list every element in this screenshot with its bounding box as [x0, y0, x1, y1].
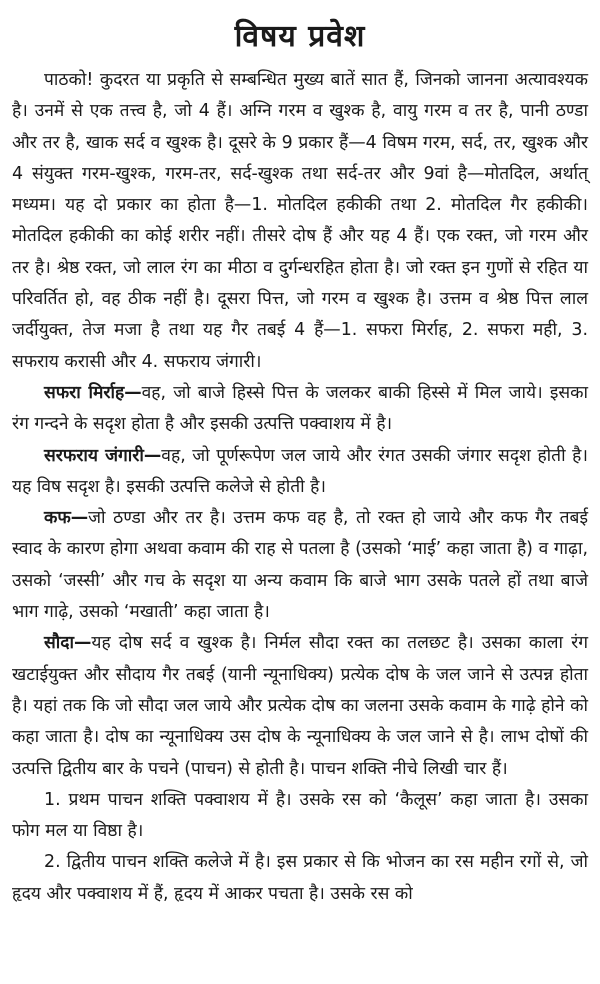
paragraph-text: जो ठण्डा और तर है। उत्तम कफ वह है, तो रक्त हो जाये और कफ गैर तबई स्वाद के कारण होगा अथवा कवाम की राह से पतला है (उसको ‘माई’ कहा जाता है) व गाढ़ा, उसको ‘जस्सी’ और गच के सदृश या अन्य कवाम कि बाजे भाग उसके पतले हों तथा बाजे भाग गाढ़े, उसको ‘मखाती’ कहा जाता है।	[12, 508, 588, 623]
paragraph-sarfaray-jangari	[12, 441, 588, 504]
term-safra-mirrah: सफरा मिर्राह—	[44, 382, 142, 403]
paragraph-second-digestion: 2. द्वितीय पाचन शक्ति कलेजे में है। इस प्रकार से कि भोजन का रस महीन रगों से, जो हृदय और पक्वाशय में हैं, हृदय में आकर पचता है। उसके रस को	[12, 852, 588, 904]
paragraph-intro: पाठको! कुदरत या प्रकृति से सम्बन्धित मुख्य बातें सात हैं, जिनको जानना अत्यावश्यक है। उनमें से एक तत्त्व है, जो 4 हैं। अग्नि गरम व खुश्क है, वायु गरम व तर है, पानी ठण्डा और तर है, खाक सर्द व खुश्क है। दूसरे के 9 प्रकार हैं—4 विषम गरम, सर्द, तर, खुश्क और 4 संयुक्त गरम-खुश्क, गरम-तर, सर्द-खुश्क तथा सर्द-तर और 9वां है—मोतदिल, अर्थात् मध्यम। यह दो प्रकार का होता है—1. मोतदिल हकीकी तथा 2. मोतदिल गैर हकीकी। मोतदिल हकीकी का कोई शरीर नहीं। तीसरे दोष हैं और यह 4 हैं। एक रक्त, जो गरम और तर है। श्रेष्ठ रक्त, जो लाल रंग का मीठा व दुर्गन्धरहित होता है। जो रक्त इन गुणों से रहित या परिवर्तित हो, वह ठीक नहीं है। दूसरा पित्त, जो गरम व खुश्क है। उत्तम व श्रेष्ठ पित्त लाल जर्दीयुक्त, तेज मजा है तथा यह गैर तबई 4 हैं—1. सफरा मिर्राह, 2. सफरा मही, 3. सफराय करासी और 4. सफराय जंगारी।	[12, 70, 588, 372]
paragraph-first-digestion: 1. प्रथम पाचन शक्ति पक्वाशय में है। उसके रस को ‘कैलूस’ कहा जाता है। उसका फोग मल या विष्ठा है।	[12, 789, 588, 842]
term-sarfaray-jangari: सरफराय जंगारी—	[44, 445, 162, 466]
paragraph-text: वह, जो बाजे हिस्से पित्त के जलकर बाकी हिस्से में मिल जाये। इसका रंग गन्दने के सदृश होता है और इसकी उत्पत्ति पक्वाशय में है।	[12, 382, 588, 435]
term-sauda: सौदा—	[44, 633, 92, 654]
paragraph-text: यह दोष सर्द व खुश्क है। निर्मल सौदा रक्त का तलछट है। उसका काला रंग खटाईयुक्त और सौदाय गैर तबई (यानी न्यूनाधिक्य) प्रत्येक दोष के जल जाने से उत्पन्न होता है। यहां तक कि जो सौदा जल जाये और प्रत्येक दोष का जलना उसके कवाम के गाढ़े होने को कहा जाता है। दोष का न्यूनाधिक्य उस दोष के न्यूनाधिक्य के जल जाने से है। लाभ दोषों की उत्पत्ति द्वितीय बार के पचने (पाचन) से होती है। पाचन शक्ति नीचे लिखी चार हैं।	[12, 633, 588, 779]
page-title: विषय प्रवेश	[234, 19, 366, 54]
paragraph-sauda	[12, 628, 588, 784]
paragraph-safra-mirrah	[12, 378, 588, 441]
paragraph-kaf	[12, 503, 588, 628]
paragraph-text: वह, जो पूर्णरूपेण जल जाये और रंगत उसकी जंगार सदृश होती है। यह विष सदृश है। इसकी उत्पत्ति कलेजे से होती है।	[12, 445, 588, 497]
term-kaf: कफ—	[44, 508, 89, 529]
